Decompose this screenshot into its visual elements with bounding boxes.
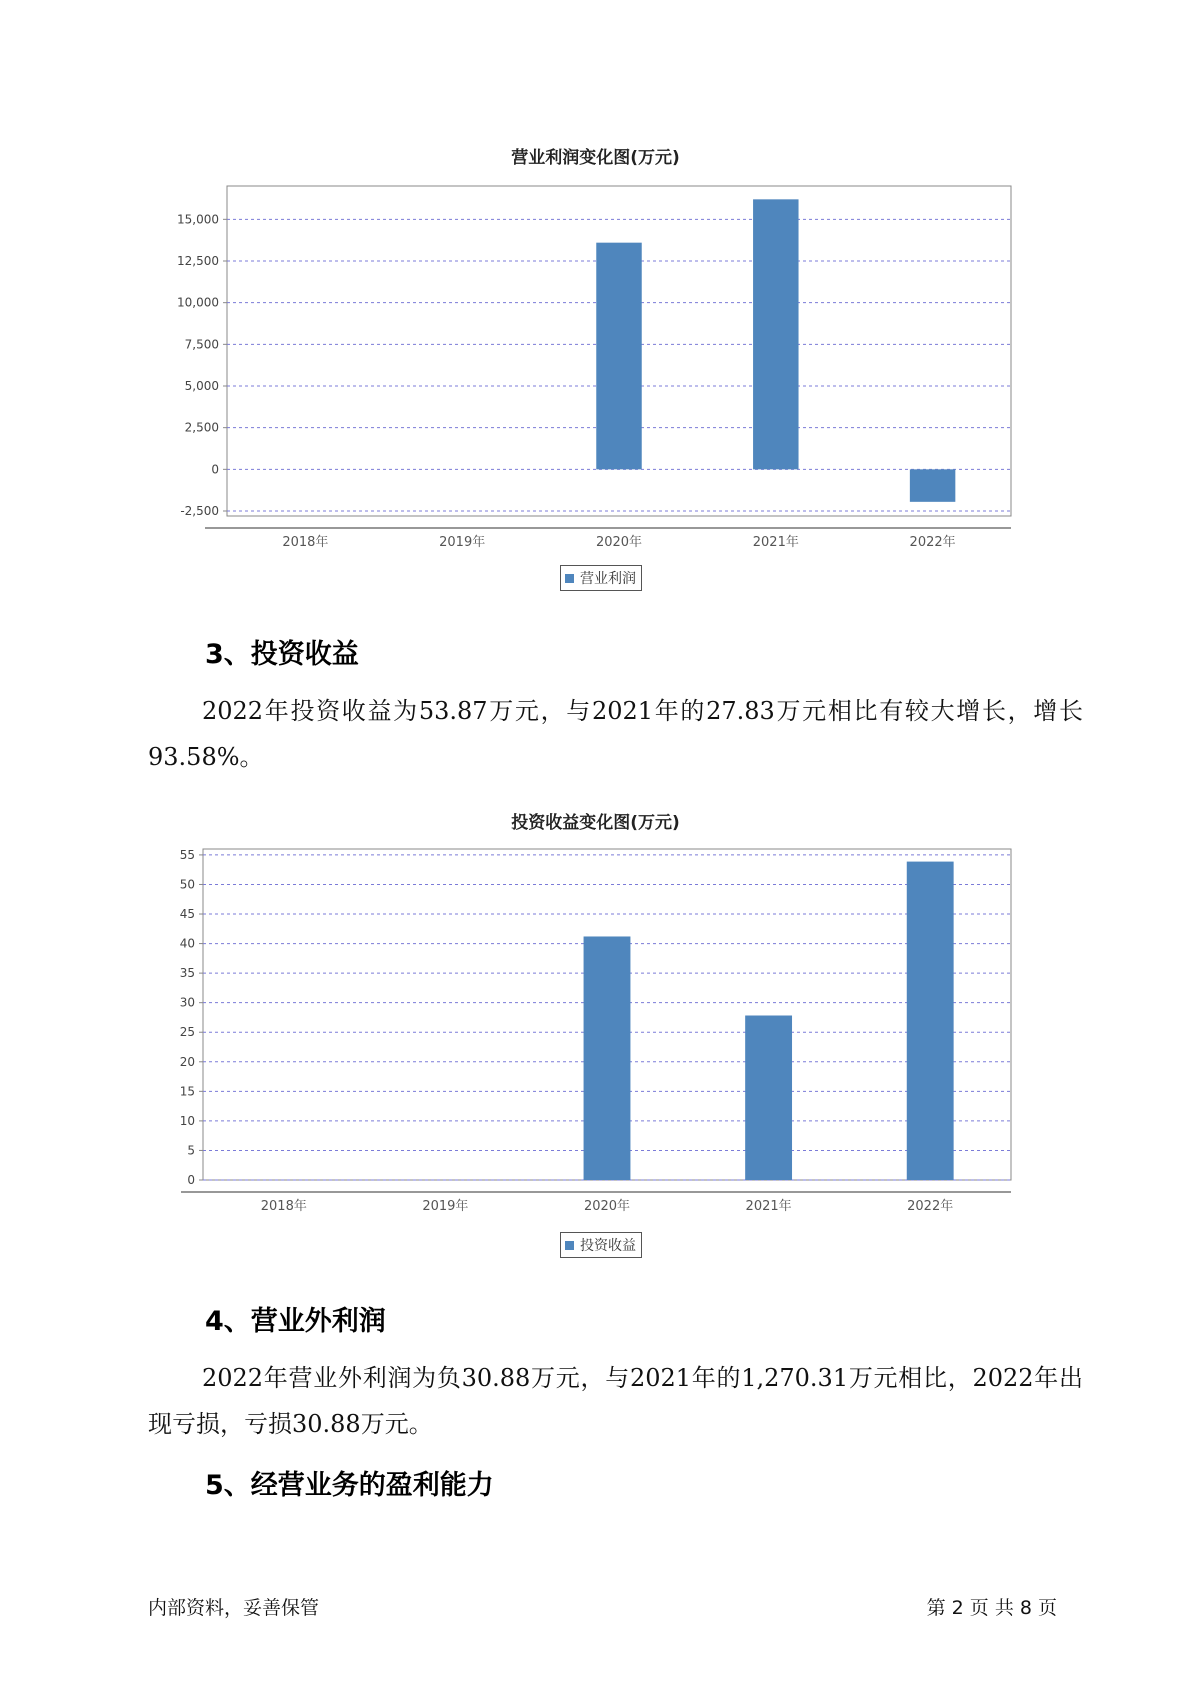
y-tick-label: 0	[211, 462, 219, 477]
y-tick-label: 25	[179, 1025, 195, 1040]
y-tick-label: 50	[179, 877, 195, 892]
chart1-title: 营业利润变化图(万元)	[511, 148, 680, 168]
footer-confidential: 内部资料，妥善保管	[148, 1597, 320, 1619]
y-tick-label: 0	[187, 1173, 195, 1187]
y-tick-label: 15,000	[177, 212, 219, 227]
x-tick-label: 2018年	[282, 535, 329, 550]
y-tick-label: 35	[179, 966, 195, 981]
section-4-heading: 4、营业外利润	[205, 1306, 386, 1337]
chart2-legend	[560, 1232, 642, 1258]
bar	[584, 936, 631, 1180]
x-tick-label: 2021年	[752, 535, 799, 550]
y-tick-label: -2,500	[180, 504, 219, 518]
x-tick-label: 2018年	[260, 1199, 307, 1214]
section-5-heading: 5、经营业务的盈利能力	[205, 1470, 494, 1501]
footer-page-number: 第 2 页 共 8 页	[926, 1597, 1057, 1619]
y-tick-label: 55	[179, 847, 195, 862]
y-tick-label: 2,500	[184, 420, 219, 435]
y-tick-label: 5,000	[184, 379, 219, 393]
chart1-legend-label: 营业利润	[580, 571, 636, 587]
y-tick-label: 45	[179, 907, 195, 922]
chart2-title: 投资收益变化图(万元)	[511, 813, 680, 833]
y-tick-label: 5	[187, 1143, 195, 1158]
bar	[907, 862, 954, 1180]
section-4-paragraph: 2022年营业外利润为负30.88万元，与2021年的1,270.31万元相比，2022年出现亏损，亏损30.88万元。	[148, 1364, 1083, 1438]
legend-swatch-icon	[565, 1241, 574, 1250]
x-tick-label: 2022年	[907, 1199, 954, 1214]
section-3-heading: 3、投资收益	[205, 639, 359, 670]
x-tick-label: 2020年	[583, 1199, 631, 1214]
x-tick-label: 2022年	[909, 535, 956, 550]
chart2-legend-label: 投资收益	[580, 1238, 636, 1254]
y-tick-label: 15	[179, 1084, 195, 1099]
y-tick-label: 10,000	[177, 295, 219, 310]
x-tick-label: 2019年	[439, 535, 486, 550]
x-tick-label: 2020年	[595, 535, 643, 550]
y-tick-label: 20	[179, 1054, 195, 1069]
y-tick-label: 40	[179, 936, 195, 951]
bar	[745, 1016, 792, 1180]
y-tick-label: 12,500	[177, 254, 219, 268]
y-tick-label: 10	[179, 1113, 195, 1128]
y-tick-label: 7,500	[184, 337, 219, 352]
x-tick-label: 2021年	[745, 1199, 792, 1214]
y-tick-label: 30	[179, 995, 195, 1010]
x-tick-label: 2019年	[422, 1199, 469, 1214]
section-3-paragraph: 2022年投资收益为53.87万元，与2021年的27.83万元相比有较大增长，增长93.58%。	[148, 697, 1083, 771]
